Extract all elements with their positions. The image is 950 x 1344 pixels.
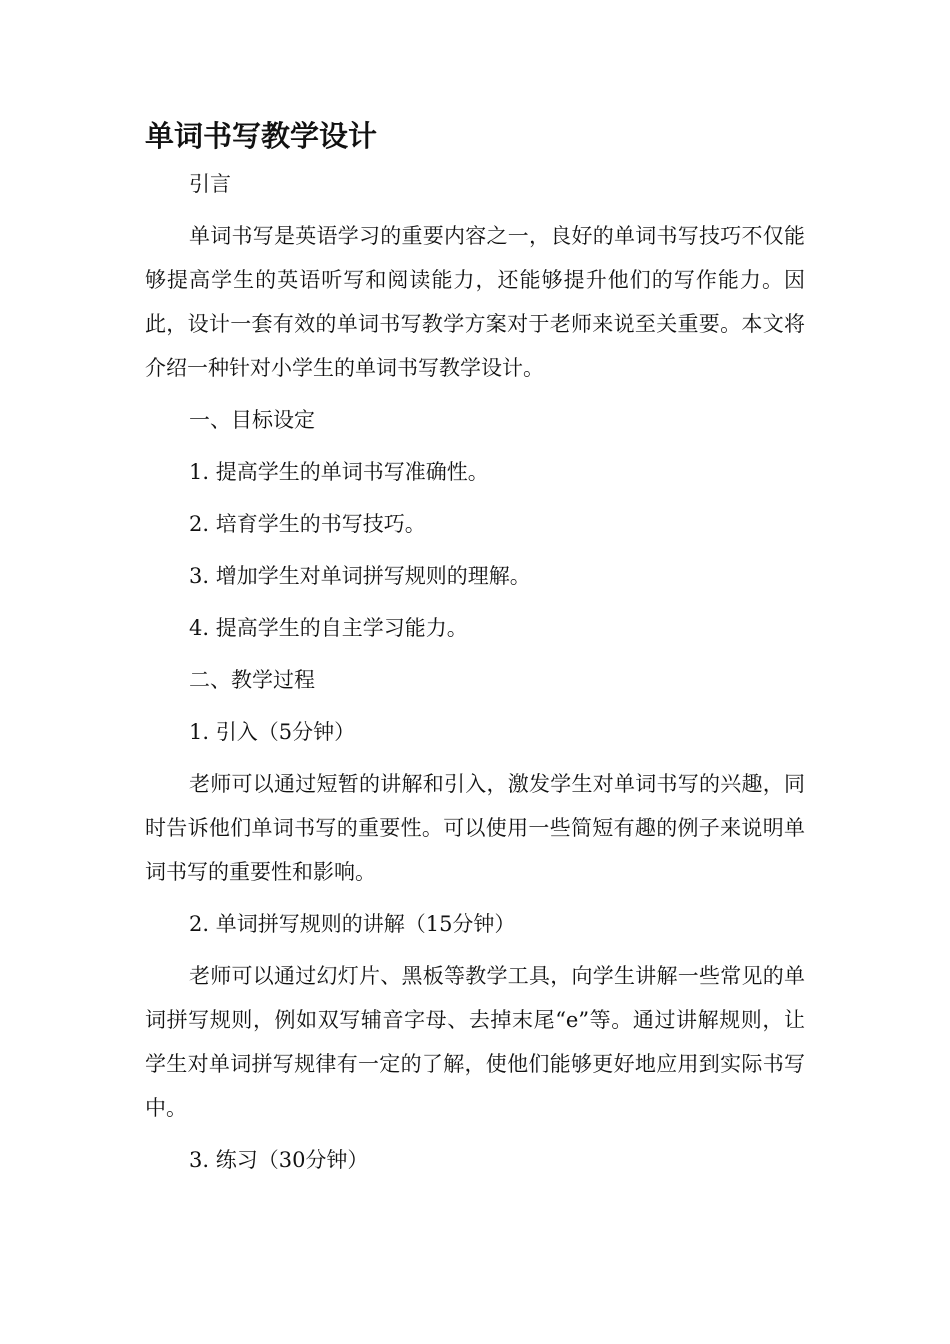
process-step-2-heading: 2. 单词拼写规则的讲解（15分钟） (189, 912, 516, 936)
paragraph-intro: 单词书写是英语学习的重要内容之一，良好的单词书写技巧不仅能够提高学生的英语听写和阅读能力，还能够提升他们的写作能力。因此，设计一套有效的单词书写教学方案对于老师来说至关重要。本文将介绍一种针对小学生的单词书写教学设计。 (145, 224, 805, 380)
document-title: 单词书写教学设计 (145, 119, 378, 153)
process-step-1-paragraph: 老师可以通过短暂的讲解和引入，激发学生对单词书写的兴趣，同时告诉他们单词书写的重要性。可以使用一些简短有趣的例子来说明单词书写的重要性和影响。 (145, 772, 805, 884)
process-step-3-heading: 3. 练习（30分钟） (189, 1148, 369, 1172)
section-heading-intro: 引言 (189, 172, 231, 196)
goal-item-3: 3. 增加学生对单词拼写规则的理解。 (189, 564, 531, 588)
goal-item-2: 2. 培育学生的书写技巧。 (189, 512, 426, 536)
goal-item-4: 4. 提高学生的自主学习能力。 (189, 616, 468, 640)
goal-item-1: 1. 提高学生的单词书写准确性。 (189, 460, 489, 484)
process-step-2-paragraph: 老师可以通过幻灯片、黑板等教学工具，向学生讲解一些常见的单词拼写规则，例如双写辅音字母、去掉末尾“e”等。通过讲解规则，让学生对单词拼写规律有一定的了解，使他们能够更好地应用到实际书写中。 (145, 964, 805, 1120)
section-heading-goals: 一、目标设定 (189, 408, 315, 432)
process-step-1-heading: 1. 引入（5分钟） (189, 720, 356, 744)
document-body (145, 112, 805, 1190)
section-heading-process: 二、教学过程 (189, 668, 315, 692)
